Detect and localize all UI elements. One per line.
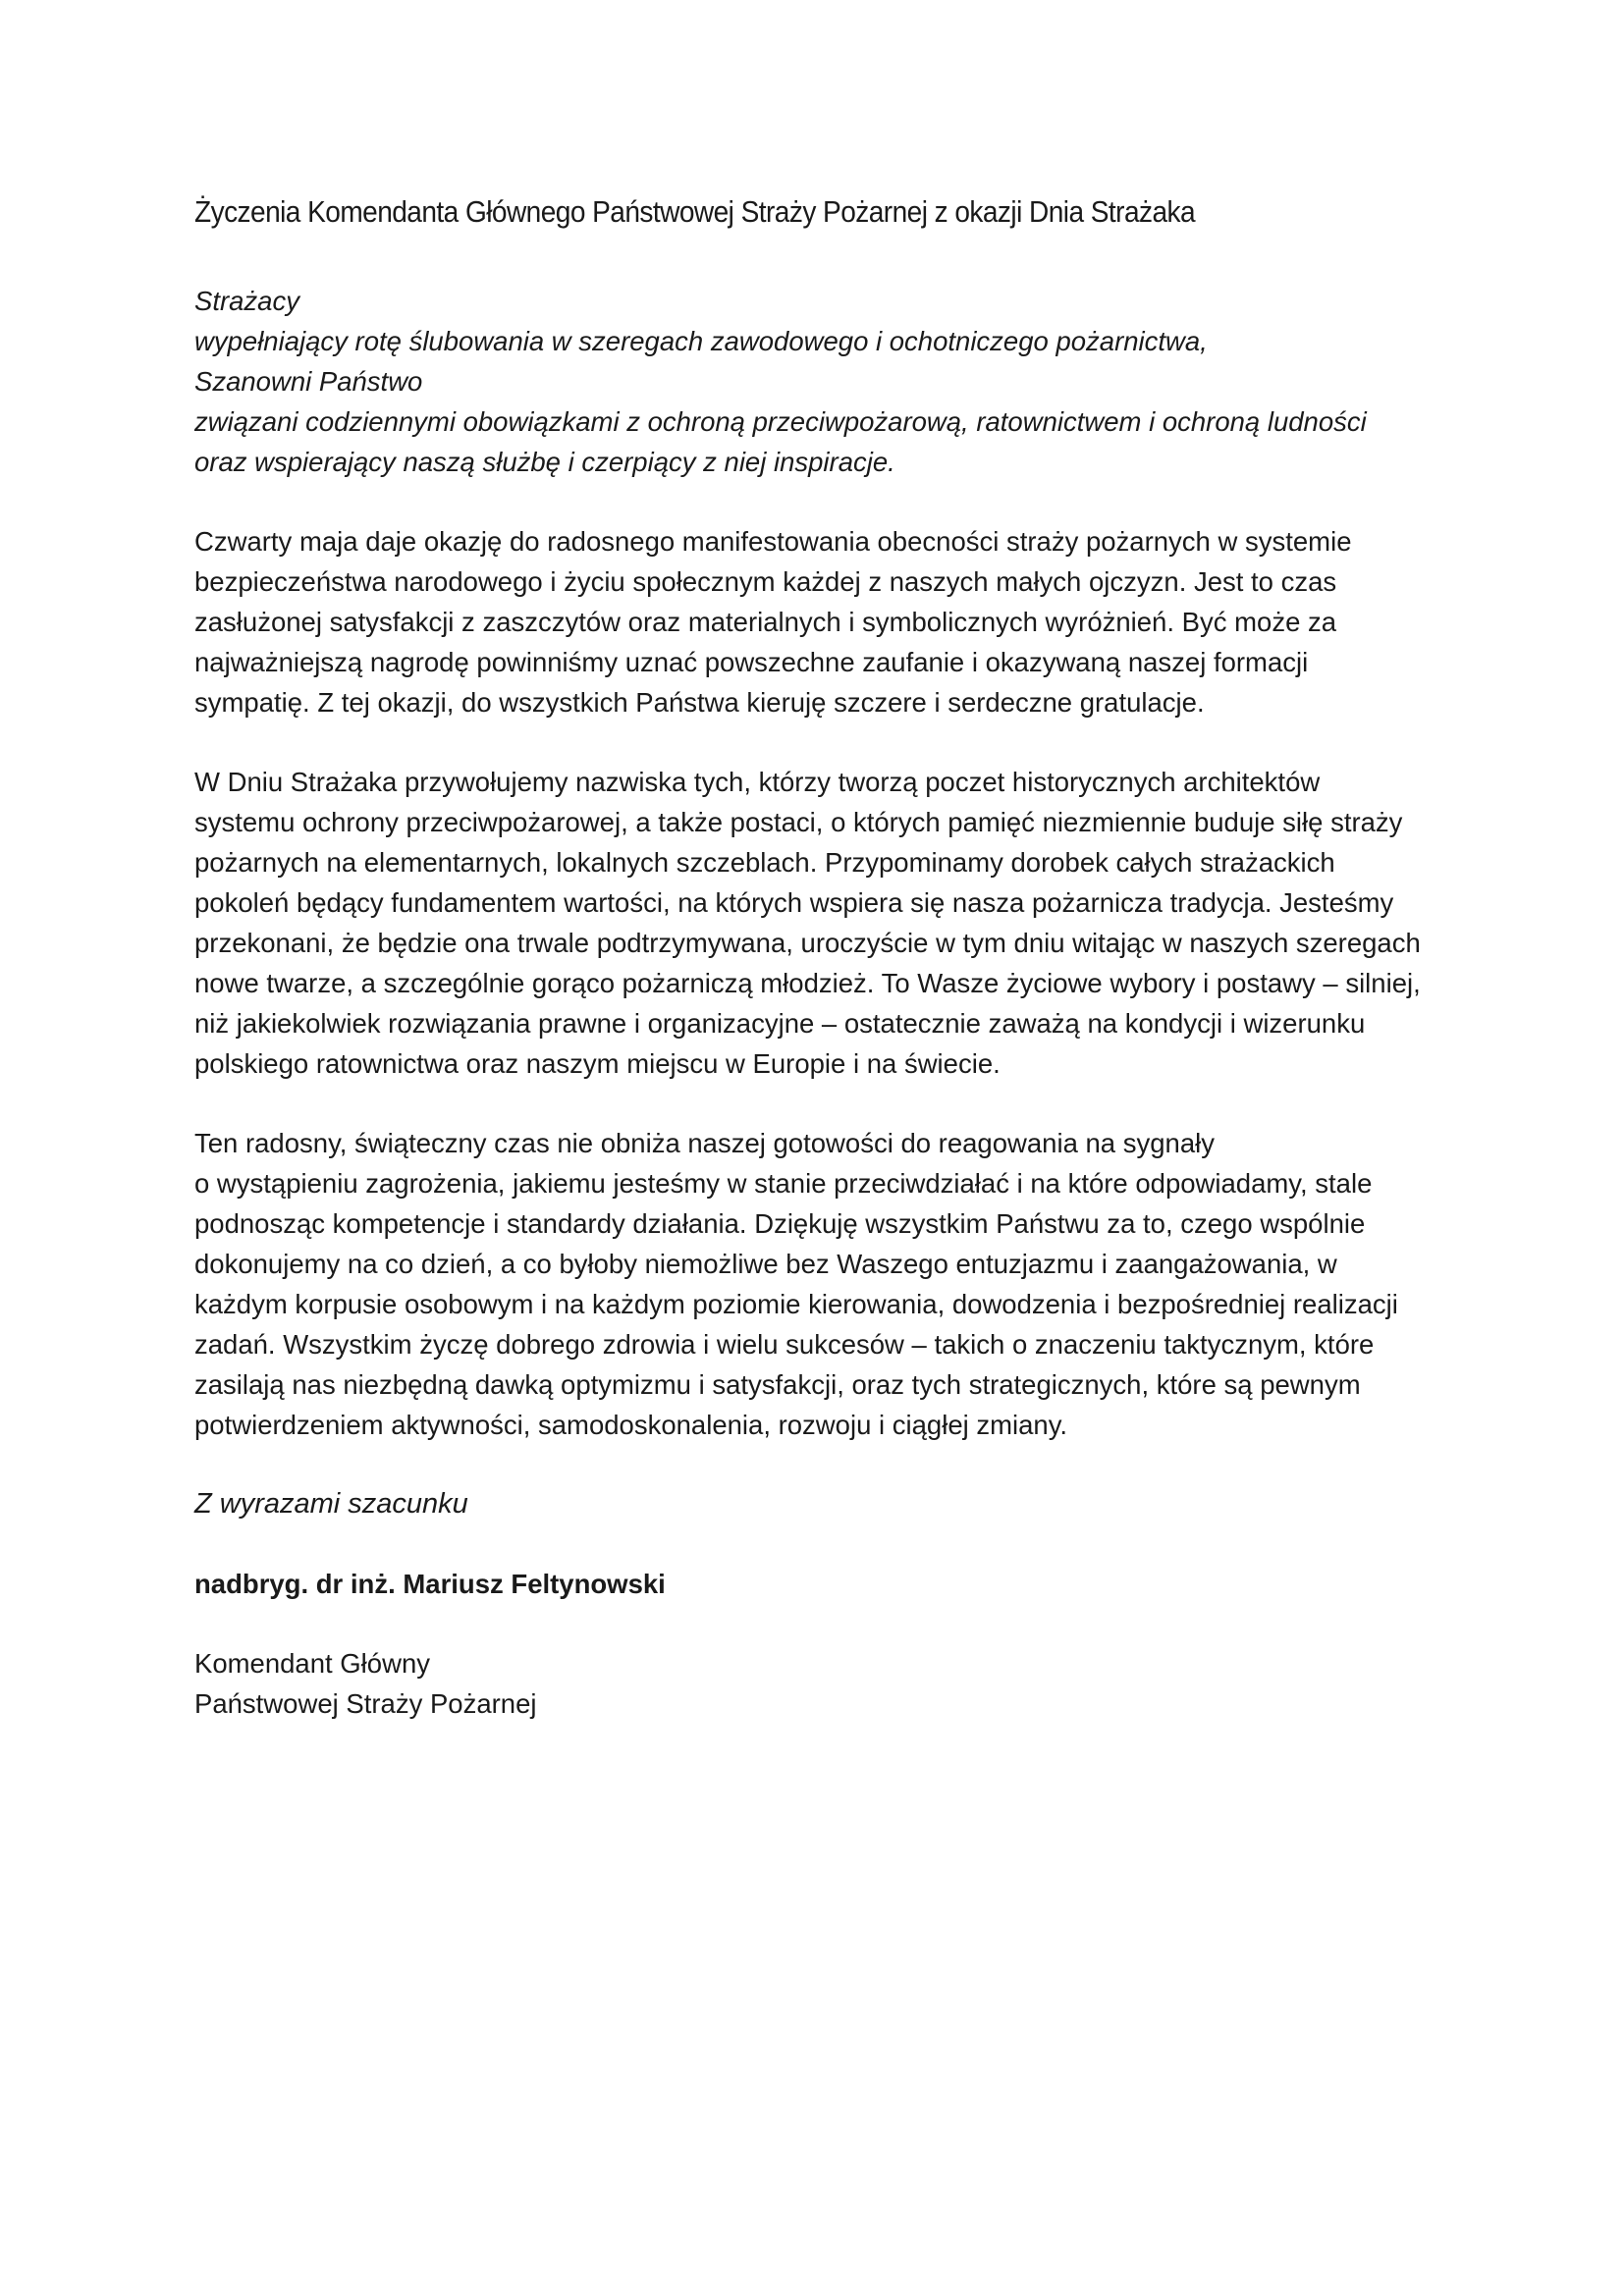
paragraph-line: bezpieczeństwa narodowego i życiu społecznym każdej z naszych małych ojczyzn. Jest to czas	[194, 566, 1337, 597]
paragraph-line: przekonani, że będzie ona trwale podtrzymywana, uroczyście w tym dniu witając w naszych szeregach	[194, 928, 1421, 958]
paragraph-line: sympatię. Z tej okazji, do wszystkich Państwa kieruję szczere i serdeczne gratulacje.	[194, 687, 1205, 718]
paragraph-line: każdym korpusie osobowym i na każdym poziomie kierowania, dowodzenia i bezpośredniej realizacji	[194, 1289, 1398, 1319]
role-line: Państwowej Straży Pożarnej	[194, 1688, 537, 1719]
paragraph-line: pokoleń będący fundamentem wartości, na których wspiera się nasza pożarnicza tradycja. Jesteśmy	[194, 887, 1394, 918]
body-paragraph	[194, 521, 1461, 722]
paragraph-line: o wystąpieniu zagrożenia, jakiemu jesteśmy w stanie przeciwdziałać i na które odpowiadamy, stale	[194, 1168, 1373, 1199]
body-paragraph	[194, 762, 1461, 1084]
paragraph-line: polskiego ratownictwa oraz naszym miejscu w Europie i na świecie.	[194, 1048, 1001, 1079]
greeting-line: wypełniający rotę ślubowania w szeregach zawodowego i ochotniczego pożarnictwa,	[194, 326, 1208, 356]
greeting-line: związani codziennymi obowiązkami z ochroną przeciwpożarową, ratownictwem i ochroną ludności	[194, 406, 1367, 437]
paragraph-line: zasłużonej satysfakcji z zaszczytów oraz materialnych i symbolicznych wyróżnień. Być może za	[194, 607, 1337, 637]
greeting-line: Szanowni Państwo	[194, 366, 423, 397]
paragraph-line: systemu ochrony przeciwpożarowej, a także postaci, o których pamięć niezmiennie buduje siłę straży	[194, 807, 1403, 837]
closing-phrase: Z wyrazami szacunku	[194, 1488, 468, 1520]
paragraph-line: pożarnych na elementarnych, lokalnych szczeblach. Przypominamy dorobek całych strażackich	[194, 847, 1335, 878]
paragraph-line: podnosząc kompetencje i standardy działania. Dziękuję wszystkim Państwu za to, czego wspólnie	[194, 1208, 1366, 1239]
paragraph-line: zadań. Wszystkim życzę dobrego zdrowia i wielu sukcesów – takich o znaczeniu taktycznym, które	[194, 1329, 1375, 1360]
paragraph-line: potwierdzeniem aktywności, samodoskonalenia, rozwoju i ciągłej zmiany.	[194, 1410, 1068, 1440]
paragraph-line: najważniejszą nagrodę powinniśmy uznać powszechne zaufanie i okazywaną naszej formacji	[194, 647, 1309, 677]
greeting-line: Strażacy	[194, 286, 299, 316]
signatory-role	[194, 1643, 1461, 1724]
paragraph-line: W Dniu Strażaka przywołujemy nazwiska tych, którzy tworzą poczet historycznych architektów	[194, 767, 1321, 797]
role-line: Komendant Główny	[194, 1648, 430, 1679]
greeting-line: oraz wspierający naszą służbę i czerpiący z niej inspiracje.	[194, 447, 895, 477]
greeting-block	[194, 281, 1461, 482]
document-page	[194, 190, 1461, 1724]
document-title: Życzenia Komendanta Głównego Państwowej Straży Pożarnej z okazji Dnia Strażaka	[194, 195, 1196, 229]
body-paragraph	[194, 1123, 1461, 1445]
paragraph-line: Czwarty maja daje okazję do radosnego manifestowania obecności straży pożarnych w systemie	[194, 526, 1352, 557]
paragraph-line: zasilają nas niezbędną dawką optymizmu i satysfakcji, oraz tych strategicznych, które są pewnym	[194, 1369, 1361, 1400]
paragraph-line: dokonujemy na co dzień, a co byłoby niemożliwe bez Waszego entuzjazmu i zaangażowania, w	[194, 1249, 1337, 1279]
paragraph-line: nowe twarze, a szczególnie gorąco pożarniczą młodzież. To Wasze życiowe wybory i postawy – silniej,	[194, 968, 1421, 998]
paragraph-line: Ten radosny, świąteczny czas nie obniża naszej gotowości do reagowania na sygnały	[194, 1128, 1215, 1158]
paragraph-line: niż jakiekolwiek rozwiązania prawne i organizacyjne – ostatecznie zaważą na kondycji i wizerunku	[194, 1008, 1366, 1039]
signature-name: nadbryg. dr inż. Mariusz Feltynowski	[194, 1569, 666, 1599]
